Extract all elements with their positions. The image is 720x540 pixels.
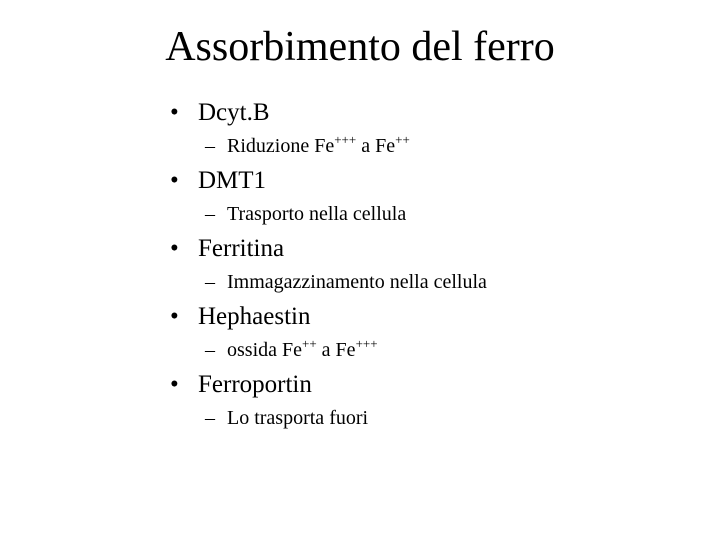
bullet-dot-icon: • — [170, 371, 179, 398]
bullet-label: Hephaestin — [198, 303, 311, 330]
charge-superscript: ++ — [395, 132, 410, 147]
bullet-main — [170, 231, 284, 267]
sub-bullet-text: Trasporto nella cellula — [227, 203, 407, 225]
dash-icon: – — [205, 203, 215, 225]
sub-bullet-text: ossida Fe — [227, 339, 302, 361]
sub-bullet — [205, 337, 378, 363]
bullet-label: Ferroportin — [198, 371, 312, 398]
charge-superscript: +++ — [355, 336, 378, 351]
sub-bullet-text: Riduzione Fe — [227, 135, 335, 157]
bullet-label: Ferritina — [198, 235, 285, 262]
dash-icon: – — [205, 271, 215, 293]
sub-bullet — [205, 269, 487, 295]
bullet-dot-icon: • — [170, 167, 179, 194]
charge-superscript: +++ — [334, 132, 357, 147]
bullet-main — [170, 95, 270, 131]
sub-bullet-text: a Fe — [316, 339, 356, 361]
bullet-dot-icon: • — [170, 99, 179, 126]
bullet-dot-icon: • — [170, 303, 179, 330]
slide-title: Assorbimento del ferro — [165, 24, 555, 70]
bullet-label: DMT1 — [198, 167, 267, 194]
bullet-main — [170, 163, 266, 199]
bullet-main — [170, 367, 312, 403]
bullet-main — [170, 299, 310, 335]
sub-bullet-text: a Fe — [356, 135, 396, 157]
sub-bullet — [205, 133, 410, 159]
dash-icon: – — [205, 339, 215, 361]
dash-icon: – — [205, 407, 215, 429]
dash-icon: – — [205, 135, 215, 157]
bullet-label: Dcyt.B — [198, 99, 270, 126]
sub-bullet — [205, 405, 368, 431]
sub-bullet — [205, 201, 406, 227]
charge-superscript: ++ — [302, 336, 317, 351]
bullet-dot-icon: • — [170, 235, 179, 262]
sub-bullet-text: Immagazzinamento nella cellula — [227, 271, 487, 293]
sub-bullet-text: Lo trasporta fuori — [227, 407, 369, 429]
